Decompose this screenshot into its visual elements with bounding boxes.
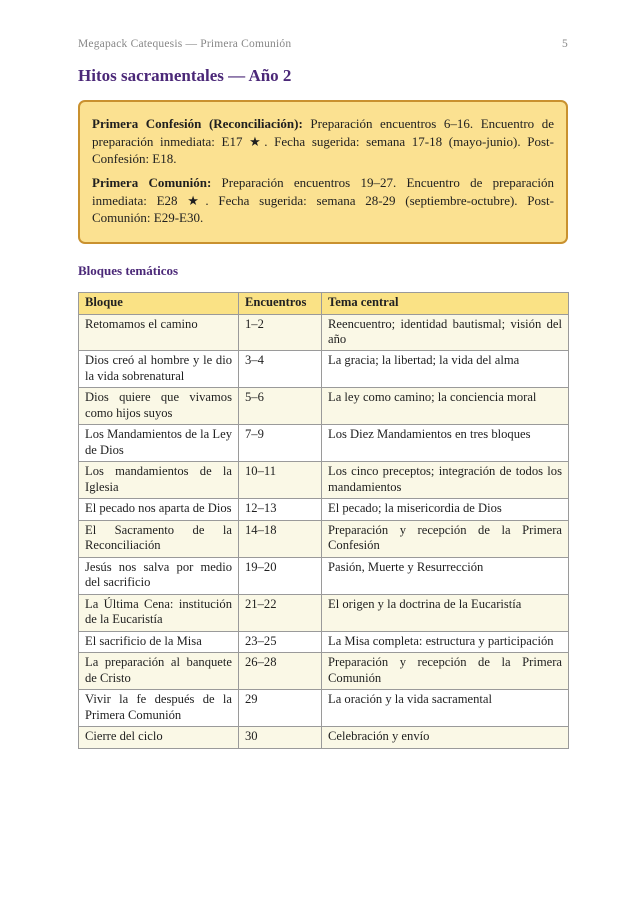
table-cell: Jesús nos salva por medio del sacrificio bbox=[79, 557, 239, 594]
table-cell: Reencuentro; identidad bautismal; visión del año bbox=[322, 314, 569, 351]
table-row bbox=[79, 653, 569, 690]
table-cell: Vivir la fe después de la Primera Comunión bbox=[79, 690, 239, 727]
table-cell: 26–28 bbox=[239, 653, 322, 690]
table-cell: Los Mandamientos de la Ley de Dios bbox=[79, 425, 239, 462]
page-number: 5 bbox=[562, 38, 568, 50]
table-cell: Celebración y envío bbox=[322, 727, 569, 748]
table-cell: La ley como camino; la conciencia moral bbox=[322, 388, 569, 425]
table-cell: 21–22 bbox=[239, 594, 322, 631]
table-row bbox=[79, 594, 569, 631]
table-cell: 5–6 bbox=[239, 388, 322, 425]
column-header-tema-central: Tema central bbox=[322, 293, 569, 314]
table-cell: El origen y la doctrina de la Eucaristía bbox=[322, 594, 569, 631]
table-cell: 1–2 bbox=[239, 314, 322, 351]
table-header-row bbox=[79, 293, 569, 314]
table-cell: La Misa completa: estructura y participación bbox=[322, 631, 569, 652]
table-cell: Dios quiere que vivamos como hijos suyos bbox=[79, 388, 239, 425]
table-row bbox=[79, 690, 569, 727]
table-cell: El Sacramento de la Reconciliación bbox=[79, 520, 239, 557]
table-cell: 14–18 bbox=[239, 520, 322, 557]
table-cell: Cierre del ciclo bbox=[79, 727, 239, 748]
callout-box bbox=[78, 100, 568, 244]
table-cell: Pasión, Muerte y Resurrección bbox=[322, 557, 569, 594]
table-cell: La Última Cena: institución de la Eucaristía bbox=[79, 594, 239, 631]
running-header-title: Megapack Catequesis — Primera Comunión bbox=[78, 38, 292, 50]
table-row bbox=[79, 314, 569, 351]
section-title: Bloques temáticos bbox=[78, 263, 179, 279]
table-row bbox=[79, 520, 569, 557]
table-cell: Los cinco preceptos; integración de todos los mandamientos bbox=[322, 462, 569, 499]
table-cell: Preparación y recepción de la Primera Confesión bbox=[322, 520, 569, 557]
callout-paragraph: Primera Confesión (Reconciliación): Preparación encuentros 6–16. Encuentro de preparación inmediata: E17 ★. Fecha sugerida: semana 17-18 (mayo-junio). Post-Confesión: E18. bbox=[92, 116, 554, 167]
table-row bbox=[79, 499, 569, 520]
table-cell: 23–25 bbox=[239, 631, 322, 652]
table-cell: 12–13 bbox=[239, 499, 322, 520]
table-row bbox=[79, 727, 569, 748]
table-cell: El pecado; la misericordia de Dios bbox=[322, 499, 569, 520]
callout-label: Primera Confesión (Reconciliación): bbox=[92, 116, 303, 131]
table-row bbox=[79, 425, 569, 462]
table-body bbox=[79, 314, 569, 748]
table-cell: Retomamos el camino bbox=[79, 314, 239, 351]
table-cell: La preparación al banquete de Cristo bbox=[79, 653, 239, 690]
thematic-blocks-table bbox=[78, 292, 569, 749]
table-row bbox=[79, 557, 569, 594]
table-row bbox=[79, 388, 569, 425]
page bbox=[78, 38, 568, 749]
table-cell: Los Diez Mandamientos en tres bloques bbox=[322, 425, 569, 462]
column-header-bloque: Bloque bbox=[79, 293, 239, 314]
table-row bbox=[79, 351, 569, 388]
table-cell: Dios creó al hombre y le dio la vida sobrenatural bbox=[79, 351, 239, 388]
column-header-encuentros: Encuentros bbox=[239, 293, 322, 314]
table-cell: Los mandamientos de la Iglesia bbox=[79, 462, 239, 499]
running-header bbox=[78, 38, 568, 50]
table-cell: 3–4 bbox=[239, 351, 322, 388]
table-cell: El pecado nos aparta de Dios bbox=[79, 499, 239, 520]
page-title: Hitos sacramentales — Año 2 bbox=[78, 66, 292, 85]
table-row bbox=[79, 631, 569, 652]
table-cell: 19–20 bbox=[239, 557, 322, 594]
callout-paragraph: Primera Comunión: Preparación encuentros 19–27. Encuentro de preparación inmediata: E28 ★. Fecha sugerida: semana 28-29 (septiembre-octubre). Post-Comunión: E29-E30. bbox=[92, 175, 554, 226]
table-row bbox=[79, 462, 569, 499]
table-cell: Preparación y recepción de la Primera Comunión bbox=[322, 653, 569, 690]
table-cell: 7–9 bbox=[239, 425, 322, 462]
table-cell: La gracia; la libertad; la vida del alma bbox=[322, 351, 569, 388]
callout-label: Primera Comunión: bbox=[92, 175, 212, 191]
table-cell: La oración y la vida sacramental bbox=[322, 690, 569, 727]
table-cell: El sacrificio de la Misa bbox=[79, 631, 239, 652]
table-cell: 10–11 bbox=[239, 462, 322, 499]
table-cell: 29 bbox=[239, 690, 322, 727]
table-cell: 30 bbox=[239, 727, 322, 748]
